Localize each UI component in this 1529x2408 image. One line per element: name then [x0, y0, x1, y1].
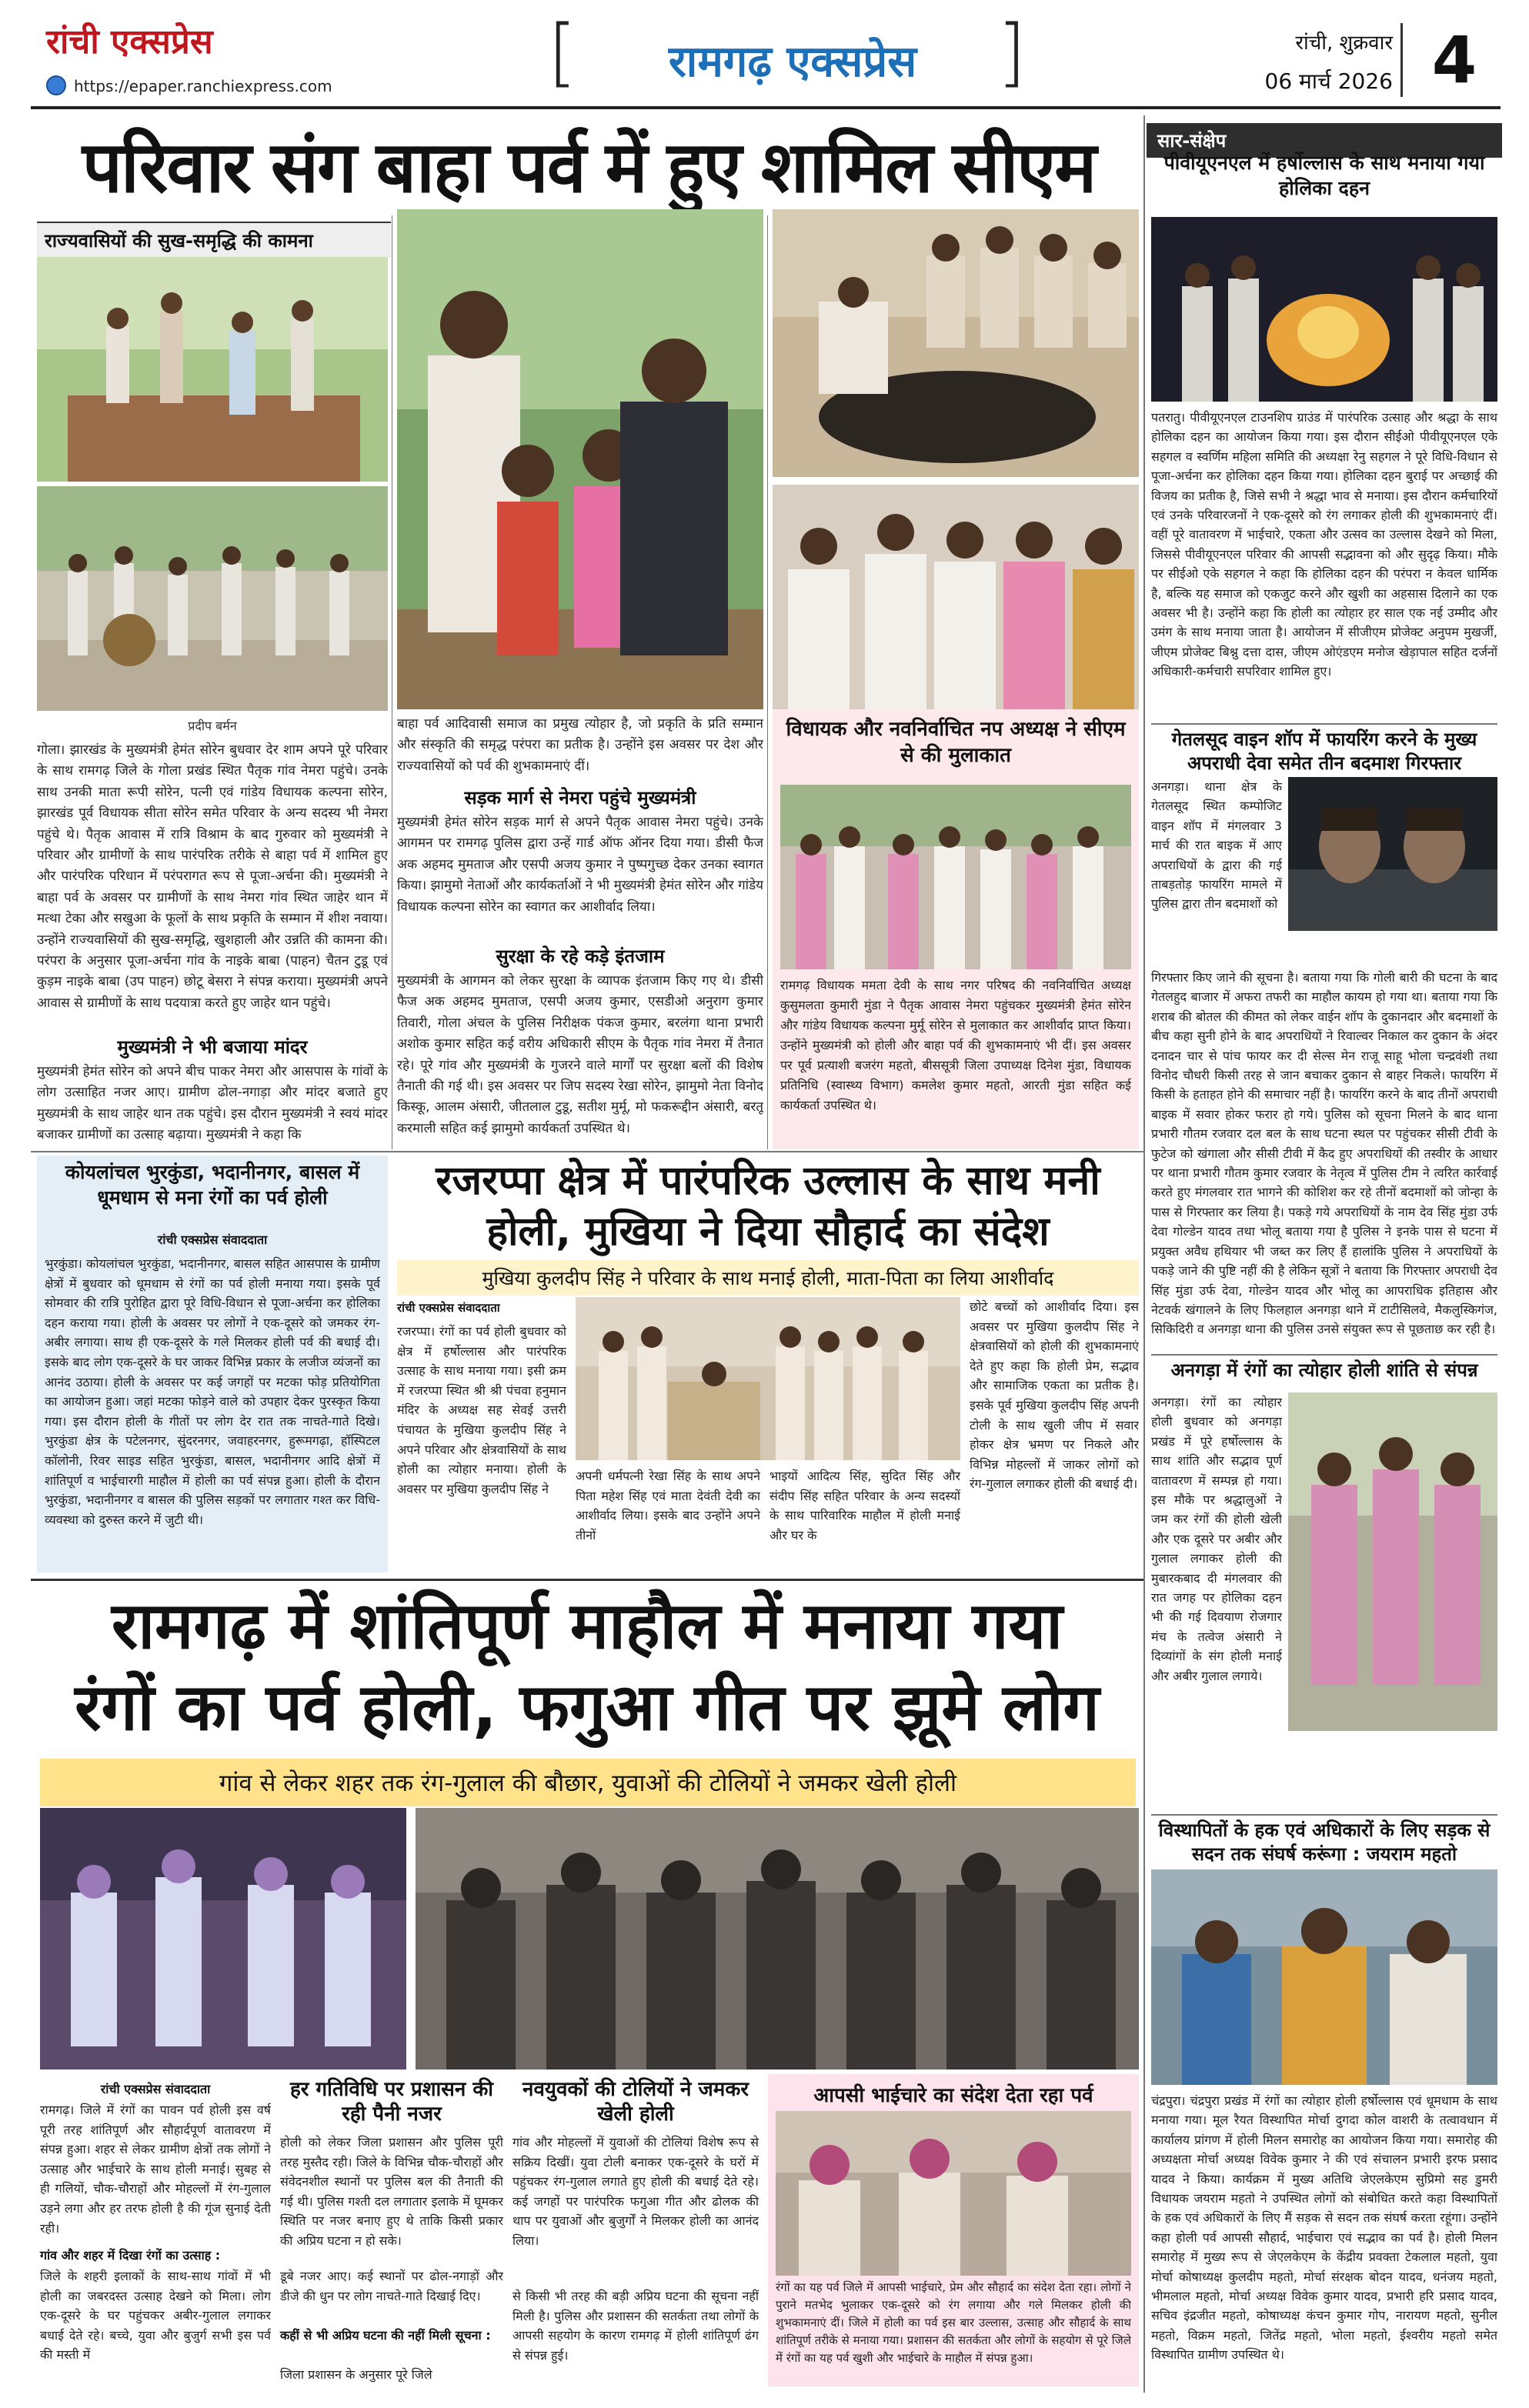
section-rule [31, 1579, 1143, 1581]
photo-mukhiya-family [576, 1297, 960, 1460]
sidebar-rule-2 [1151, 1354, 1497, 1356]
lead-subhead-security: सुरक्षा के रहे कड़े इंतजाम [496, 946, 665, 967]
ramgarh-col-3-head: नवयुवकों की टोलियों ने जमकर खेली होली [522, 2078, 749, 2126]
mla-box-body: रामगढ़ विधायक ममता देवी के साथ नगर परिषद की नवनिर्वाचित अध्यक्ष कुसुमलता कुमारी मुंडा ने पैतृक आवास नेमरा पहुंचकर मुख्यमंत्री हेमंत सोरेन और गांडेय विधायक कल्पना मुर्मू सोरेन से मुलाकात कर आशीर्वाद प्राप्त किया। उन्होंने मुख्यमंत्री को होली और बाहा पर्व की शुभकामनाएं भी दीं। इस अवसर पर पूर्व प्रत्याशी बजरंग महतो, बीससूत्री जिला उपाध्यक्ष दिनेश मुंडा, विधायक प्रतिनिधि (स्वास्थ्य विभाग) कमलेश कुमार महतो, आरती मुंडा सहित कई कार्यकर्ता उपस्थित थे। [780, 978, 1131, 1112]
page-divider [1400, 23, 1403, 97]
photo-angara-holi [1288, 1392, 1497, 1731]
rajrappa-strap: मुखिया कुलदीप सिंह ने परिवार के साथ मनाई होली, माता-पिता का लिया आशीर्वाद [397, 1260, 1139, 1296]
sidebar-story-3-body: अनगड़ा। रंगों का त्योहार होली बुधवार को अनगड़ा प्रखंड में पूरे हर्षोल्लास के साथ शांति और सद्भाव पूर्ण वातावरण में सम्पन्न हो गया। इस मौके पर श्रद्धालुओं ने जम कर रंगों की होली खेली और एक दूसरे पर अबीर और गुलाल लगाकर होली की मुबारकबाद दी मंगलवार की रात जगह पर होलिका दहन भी की गई दिवयाण रोजगार मंच के तत्वेज अंसारी ने दिव्यांगों के संग होली मनाई और अबीर गुलाल लगाये। [1151, 1395, 1282, 1683]
place-day: रांची, शुक्रवार [1295, 32, 1393, 55]
column-rule-2 [767, 215, 768, 1149]
rajrappa-col-4: छोटे बच्चों को आशीर्वाद दिया। इस अवसर पर मुखिया कुलदीप सिंह ने क्षेत्रवासियों को होली की शुभकामनाएं देते हुए कहा कि होली प्रेम, सद्भाव और सामाजिक एकता का प्रतीक है। इसके पूर्व मुखिया कुलदीप सिंह अपनी टोली के साथ खुली जीप में सवार होकर क्षेत्र भ्रमण पर निकले और विभिन्न मोहल्लों में जाकर लोगों को रंग-गुलाल लगाकर होली की बधाई दी। [970, 1299, 1139, 1492]
sidebar-band: सार-संक्षेप [1147, 123, 1502, 158]
photo-mla-meeting-1 [773, 209, 1139, 477]
lead-headline: परिवार संग बाहा पर्व में हुए शामिल सीएम [82, 126, 1096, 208]
sidebar-story-3-headline: अनगड़ा में रंगों का त्योहार होली शांति से संपन्न [1170, 1359, 1478, 1381]
rajrappa-headline: रजरप्पा क्षेत्र में पारंपरिक उल्लास के साथ मनी होली, मुखिया ने दिया सौहार्द का संदेश [436, 1158, 1100, 1255]
photo-jairam-mahto [1151, 1869, 1497, 2085]
photo-mla-meeting-2 [773, 485, 1139, 709]
edition-date: 06 मार्च 2026 [1264, 68, 1393, 94]
masthead-rule [31, 106, 1501, 109]
photo-holika-dahan [1151, 217, 1497, 402]
left-bracket: [ [548, 9, 577, 95]
ramgarh-col-4: रंगों का यह पर्व जिले में आपसी भाईचारे, प्रेम और सौहार्द का संदेश देता रहा। लोगों ने पुराने मतभेद भुलाकर एक-दूसरे को रंग लगाया और गले मिलकर होली की शुभकामनाएं दीं। जिले में होली का पर्व इस बार उल्लास, उत्साह और सौहार्द के साथ शांतिपूर्ण तरीके से मनाया गया। प्रशासन की सतर्कता और लोगों के सहयोग से पूरे जिले में रंगों का यह पर्व खुशी और भाईचारे के माहौल में संपन्न हुआ। [776, 2280, 1131, 2365]
ramgarh-col-2: होली को लेकर जिला प्रशासन और पुलिस पूरी तरह मुस्तैद रही। जिले के विभिन्न चौक-चौराहों और संवेदनशील स्थानों पर पुलिस बल की तैनाती की गई थी। पुलिस गश्ती दल लगातार इलाके में घूमकर स्थिति पर नजर बनाए हुए थे ताकि किसी प्रकार की अप्रिय घटना न हो सके। [280, 2135, 503, 2248]
koyla-body: भुरकुंडा। कोयलांचल भुरकुंडा, भदानीनगर, बासल सहित आसपास के ग्रामीण क्षेत्रों में बुधवार को धूमधाम से रंगों का पर्व होली मनाया गया। इसके पूर्व सोमवार की रात्रि पुरोहित द्वारा पूरे विधि-विधान से पूजा-अर्चना कर होलिका दहन कराया गया। होली के अवसर पर लोगों ने एक-दूसरे को जमकर रंग-अबीर लगाया। साथ ही एक-दूसरे के गले मिलकर होली पर्व की बधाई दी। इसके बाद लोग एक-दूसरे के घर जाकर विभिन्न प्रकार के लजीज व्यंजनों का आनंद उठाया। होली के अवसर पर कई जगहों पर मटका फोड़ प्रतियोगिता का आयोजन हुआ। जहां मटका फोड़ने वाले को उपहार देकर पुरस्कृत किया गया। इस दौरान होली के गीतों पर लोग देर रात तक नाचते-गाते दिखे। भुरकुंडा क्षेत्र के पटेलनगर, सुंदरनगर, जवाहरनगर, हुरूमगढ़ा, हॉस्पिटल कॉलोनी, रिवर साइड सहित भुरकुंडा, बासल, भदानीनगर आदि क्षेत्रों में शांतिपूर्ण व भाईचारगी माहौल में होली का पर्व संपन्न हुआ। होली के दौरान भुरकुंडा, भदानीनगर व बासल की पुलिस सड़कों पर लगातार गश्त कर विधि-व्यवस्था को दुरुस्त करने में जुटी थी। [45, 1256, 380, 1527]
sidebar-story-2-body-1: अनगड़ा। थाना क्षेत्र के गेतलसूद स्थित कम्पोजिट वाइन शॉप में मंगलवार 3 मार्च की रात बाइक में आए अपराधियों के द्वारा की गई ताबड़तोड़ फायरिंग मामले में पुलिस द्वारा तीन बदमाशों को [1151, 779, 1282, 912]
sidebar-story-1-body: पतरातु। पीवीयूएनएल टाउनशिप ग्राउंड में पारंपरिक उत्साह और श्रद्धा के साथ होलिका दहन का आयोजन किया गया। इस दौरान सीईओ पीवीयूएनएल एके सहगल व स्वर्णिम महिला समिति की अध्यक्षा रेनु सहगल ने पूरे विधि-विधान से पूजा-अर्चना कर होलिका दहन किया गया। होलिका दहन बुराई पर अच्छाई की विजय का प्रतीक है, जिसे सभी ने श्रद्धा भाव से मनाया। इस दौरान कर्मचारियों एवं उनके परिवारजनों ने एक-दूसरे को रंग लगाकर होली की शुभकामनाएं दीं। वहीं पूरे वातावरण में भाईचारे, एकता और उत्सव का उल्लास देखने को मिला, जिससे पीवीयूएनएल परिवार की आपसी सद्भावना को और सुदृढ़ किया। मौके पर सीईओ एके सहगल ने कहा कि होलिका दहन की परंपरा न केवल धार्मिक है, बल्कि यह समाज को एकजुट करने और खुशी का अहसास दिलाने का एक अवसर भी है। उन्होंने कहा कि होली का त्योहार हर साल एक नई उम्मीद और उमंग के साथ मनाया जाता है। आयोजन में सीजीएम प्रोजेक्ट अनुपम मुखर्जी, जीएम प्रोजेक्ट बिश्नु दत्ता दास, जीएम ओएंडएम मनोज खेड़ापाल सहित दर्जनों अधिकारी-कर्मचारी सपरिवार शामिल हुए। [1151, 410, 1497, 679]
mla-box-headline: विधायक और नवनिर्वाचित नप अध्यक्ष ने सीएम से की मुलाकात [786, 718, 1126, 767]
lead-strap: राज्यवासियों की सुख-समृद्धि की कामना [37, 222, 391, 258]
ramgarh-headline-line-2: रंगों का पर्व होली, फगुआ गीत पर झूमे लोग [75, 1669, 1100, 1745]
koyla-byline: रांची एक्सप्रेस संवाददाता [157, 1232, 268, 1247]
ramgarh-col-2b: डूबे नजर आए। कई स्थानों पर ढोल-नगाड़ों और डीजे की धुन पर लोग नाचते-गाते दिखाई दिए। [280, 2269, 503, 2303]
sidebar-story-2-headline: गेतलसूद वाइन शॉप में फायरिंग करने के मुख्य अपराधी देवा समेत तीन बदमाश गिरफ्तार [1171, 729, 1477, 775]
lead-body-1: गोला। झारखंड के मुख्यमंत्री हेमंत सोरेन बुधवार देर शाम अपने पूरे परिवार के साथ रामगढ़ जिले के गोला प्रखंड स्थित पैतृक गांव नेमरा पहुंचे। उनके साथ उनकी माता रूपी सोरेन, पत्नी एवं गांडेय विधायक कल्पना सोरेन, झारखंड पूर्व विधायक सीता सोरेन समेत परिवार के अन्य सदस्य भी नेमरा पहुंचे थे। पैतृक आवास में रात्रि विश्राम के बाद गुरुवार को मुख्यमंत्री ने परिवार और ग्रामीणों के साथ पारंपरिक तरीके से बाहा पर्व में शामिल हुए और पारंपरिक परिधान में परंपरागत रूप से पूजा-अर्चना की। मुख्यमंत्री ने बाहा पर्व के अवसर पर ग्रामीणों के साथ नेमरा गांव स्थित जाहेर थान में मत्था टेका और सखुआ के फूलों के साथ प्रकृति के सम्मान में शीश नवाया। उन्होंने राज्यवासियों की सुख-समृद्धि, खुशहाली और उन्नति की कामना की। परंपरा के अनुसार पूजा-अर्चना गांव के नाइके बाबा (पाहन) चैतन टुडू एवं कुड़म नाइके बाबा (उप पाहन) छोटू बेसरा ने संपन्न कराया। मुख्यमंत्री अपने आवास से ग्रामीणों के साथ पदयात्रा करते हुए जाहेर थान पहुंचे। [37, 742, 388, 1011]
ramgarh-col-2-subhead: कहीं से भी अप्रिय घटना की नहीं मिली सूचना : [280, 2328, 491, 2343]
rajrappa-col-1: रजरप्पा। रंगों का पर्व होली बुधवार को क्षेत्र में हर्षोल्लास और पारंपरिक उत्साह के साथ मनाया गया। इसी क्रम में रजरप्पा स्थित श्री श्री पंचवा हनुमान मंदिर के अध्यक्ष सह सेवई उत्तरी पंचायत के मुखिया कुलदीप सिंह ने अपने परिवार और क्षेत्रवासियों के साथ होली का त्योहार मनाया। होली के अवसर पर मुखिया कुलदीप सिंह ने [397, 1324, 566, 1496]
lead-body-5: मुख्यमंत्री के आगमन को लेकर सुरक्षा के व्यापक इंतजाम किए गए थे। डीसी फैज अक अहमद मुमताज, एसपी अजय कुमार, एसडीओ अनुराग कुमार तिवारी, गोला अंचल के पुलिस निरीक्षक पंकज कुमार, बरलंगा थाना प्रभारी अशोक कुमार सहित कई वरीय अधिकारी सीएम के पैतृक गांव नेमरा में तैनात रहे। पूरे गांव और मुख्यमंत्री के गुजरने वाले मार्गों पर सुरक्षा बलों की विशेष तैनाती की गई थी। इस अवसर पर जिप सदस्य रेखा सोरेन, झामुमो नेता विनोद किस्कू, आलम अंसारी, जीतलाल टुडू, सतीश मुर्मू, मो फकरूद्दीन अंसारी, बरतू करमाली सहित कई झामुमो कार्यकर्ता उपस्थित थे। [397, 973, 763, 1136]
sidebar-rule-3 [1151, 1814, 1497, 1816]
ramgarh-byline: रांची एक्सप्रेस संवाददाता [100, 2082, 211, 2096]
sidebar-rule-1 [1151, 723, 1497, 725]
ramgarh-col-1b: जिले के शहरी इलाकों के साथ-साथ गांवों में भी होली का जबरदस्त उत्साह देखने को मिला। लोग एक-दूसरे के घर पहुंचकर अबीर-गुलाल लगाकर बधाई देते रहे। बच्चे, युवा और बुजुर्ग सभी इस पर्व की मस्ती में [40, 2269, 271, 2363]
rajrappa-col-2: अपनी धर्मपत्नी रेखा सिंह के साथ अपने पिता महेश सिंह एवं माता देवंती देवी का आशीर्वाद लिया। इसके बाद उन्होंने अपने तीनों [576, 1469, 760, 1543]
ramgarh-headline-line-1: रामगढ़ में शांतिपूर्ण माहौल में मनाया गया [112, 1588, 1063, 1663]
ramgarh-col-2-head: हर गतिविधि पर प्रशासन की रही पैनी नजर [289, 2078, 494, 2126]
rajrappa-col-3: भाइयों आदित्य सिंह, सुदित सिंह और संदीप सिंह सहित परिवार के अन्य सदस्यों के साथ पारिवारिक माहौल में होली मनाई और घर के [770, 1469, 960, 1543]
page-number: 4 [1431, 22, 1477, 98]
koyla-headline: कोयलांचल भुरकुंडा, भदानीनगर, बासल में धूमधाम से मना रंगों का पर्व होली [65, 1161, 360, 1209]
ramgarh-col-1: रामगढ़। जिले में रंगों का पावन पर्व होली इस वर्ष पूरी तरह शांतिपूर्ण और सौहार्दपूर्ण वातावरण में संपन्न हुआ। शहर से लेकर ग्रामीण क्षेत्रों तक लोगों ने उत्साह और भाईचारे के साथ होली मनाई। सुबह से ही गलियों, चौक-चौराहों और मोहल्लों में रंग-गुलाल उड़ने लगा और हर तरफ होली है की गूंज सुनाई देती रही। [40, 2103, 271, 2236]
section-title: रामगढ़ एक्सप्रेस [668, 36, 917, 87]
ramgarh-col-2c: जिला प्रशासन के अनुसार पूरे जिले [280, 2367, 432, 2382]
photo-credit: प्रदीप बर्मन [188, 719, 237, 733]
lead-body-3: बाहा पर्व आदिवासी समाज का प्रमुख त्योहार है, जो प्रकृति के प्रति सम्मान और संस्कृति की समृद्ध परंपरा का प्रतीक है। उन्होंने इस अवसर पर देश और राज्यवासियों को पर्व की शुभकामनाएं दीं। [397, 716, 763, 774]
sidebar-story-2-body-2: गिरफ्तार किए जाने की सूचना है। बताया गया कि गोली बारी की घटना के बाद गेतलहुद बाजार में अफरा तफरी का माहौल कायम हो गया था। बताया गया कि शराब की बोतल की कीमत को लेकर वाईन शॉप के दुकानदार और बदमाशों के बीच कहा सुनी होने के बाद अपराधियों ने रिवाल्वर निकाल कर दुकान के अंदर दनादन चार से पांच फायर कर दी सेल्स मेन राजू साहू भोला चन्द्रवंशी तथा विनोद चौधरी किसी तरह से जान बचाकर दुकान से बाहर निकले। फायरिंग में किसी के हताहत होने की समाचार नहीं है। फायरिंग करने के बाद तीनों अपराधी बाइक में सवार होकर फरार हो गये। पुलिस को सूचना मिलने के बाद थाना प्रभारी गौतम रजवार दल बल के साथ घटना स्थल पर पहुंचकर सीसी टीवी के फुटेज को खंगाला और सीसी टीवी में कैद हुए अपराधियों की तस्वीर के आधार पर थाना प्रभारी गौतम कुमार रजवार के नेतृत्व में पुलिस टीम ने त्वरित कार्रवाई करते हुए मंगलवार रात भागने की कोशिश कर रहे तीनों बदमाशों को जोन्हा के पास से गिरफ्तार कर लिया है। पकड़े गये अपराधियों के नाम देव सिंह मुंडा उर्फ देवा गोल्डेन यादव तथा भोलू बताया गया है पुलिस ने इनके पास से घटना में प्रयुक्त अवैध हथियार भी जब्त कर लिए हैं हालांकि पुलिस ने अपराधियों के पकड़े जाने की पुष्टि नहीं की है लेकिन सूत्रों ने बताया कि गिरफ्तार अपराधी देव सिंह मुंडा उर्फ देवा, गोल्डेन यादव और भोलू का आपराधिक इतिहास और नेटवर्क खंगालने के लिए फिलहाल अनगड़ा थाने में टाटीसिलवे, मैकलुस्किगंज, सिकिदिरी व अनगड़ा थाना की पुलिस उनसे संयुक्त रूप से पूछताछ कर रही है। [1151, 970, 1497, 1337]
right-bracket: ] [997, 9, 1027, 95]
lead-body-4: मुख्यमंत्री हेमंत सोरेन सड़क मार्ग से अपने पैतृक आवास नेमरा पहुंचे। उनके आगमन पर रामगढ़ पुलिस द्वारा उन्हें गार्ड ऑफ ऑनर दिया गया। डीसी फैज अक अहमद मुमताज और एसपी अजय कुमार ने पुष्पगुच्छ देकर उनका स्वागत किया। झामुमो नेताओं और कार्यकर्ताओं ने भी मुख्यमंत्री हेमंत सोरेन और गांडेय विधायक कल्पना सोरेन का स्वागत कर आशीर्वाद लिया। [397, 815, 763, 915]
photo-arrested-accused [1288, 777, 1497, 931]
ramgarh-col-3: गांव और मोहल्लों में युवाओं की टोलियां विशेष रूप से सक्रिय दिखीं। युवा टोली बनाकर एक-दूसरे के घरों में पहुंचकर रंग-गुलाल लगाते हुए होली की बधाई देते रहे। कई जगहों पर पारंपरिक फगुआ गीत और ढोलक की थाप पर युवाओं और बुजुर्गों ने मिलकर होली का आनंद लिया। [512, 2135, 759, 2248]
lead-subhead-madar: मुख्यमंत्री ने भी बजाया मांदर [117, 1036, 308, 1058]
ramgarh-col-3b: से किसी भी तरह की बड़ी अप्रिय घटना की सूचना नहीं मिली है। पुलिस और प्रशासन की सतर्कता तथा लोगों के आपसी सहयोग के कारण रामगढ़ में होली शांतिपूर्ण ढंग से संपन्न हुई। [512, 2289, 759, 2363]
lead-body-2: मुख्यमंत्री हेमंत सोरेन को अपने बीच पाकर नेमरा और आसपास के गांवों के लोग उत्साहित नजर आए। ग्रामीण ढोल-नगाड़ा और मांदर बजाते हुए मुख्यमंत्री के साथ जाहेर थान तक पहुंचे। इस दौरान मुख्यमंत्री ने स्वयं मांदर बजाकर ग्रामीणों का उत्साह बढ़ाया। मुख्यमंत्री ने कहा कि [37, 1064, 388, 1143]
photo-holi-dance [40, 1808, 406, 2069]
sidebar-story-1-headline: पीवीयूएनएल में हर्षोल्लास के साथ मनाया गया होलिका दहन [1163, 152, 1485, 199]
newspaper-logo: रांची एक्सप्रेस [46, 22, 213, 62]
epaper-url[interactable]: https://epaper.ranchiexpress.com [74, 77, 332, 95]
globe-icon [46, 75, 66, 95]
lead-bottom-rule [31, 1151, 1143, 1152]
photo-cm-family [397, 209, 763, 709]
rajrappa-byline: रांची एक्सप्रेस संवाददाता [397, 1301, 500, 1315]
sidebar-story-4-headline: विस्थापितों के हक एवं अधिकारों के लिए सड़क से सदन तक संघर्ष करूंगा : जयराम महतो [1158, 1819, 1491, 1866]
photo-holi-youth [416, 1808, 1139, 2069]
ramgarh-col-1-subhead: गांव और शहर में दिखा रंगों का उत्साह : [40, 2248, 221, 2263]
photo-cm-worship [37, 257, 388, 482]
sidebar-story-4-body: चंद्रपुरा। चंद्रपुरा प्रखंड में रंगों का त्योहार होली हर्षोल्लास एवं धूमधाम के साथ मनाया गया। मूल रैयत विस्थापित मोर्चा दुगदा कोल वाशरी के तत्वावधान में कार्यालय प्रांगण में होली मिलन समारोह का आयोजन किया गया। समारोह की अध्यक्षता मोर्चा अध्यक्ष विवेक कुमार ने की एवं संचालन प्रभारी इरफ प्रसाद यादव ने किया। कार्यक्रम में मुख्य अतिथि जेएलकेएम सुप्रिमो सह डुमरी विधायक जयराम महतो ने उपस्थित लोगों को संबोधित करते कहा विस्थापितों के हक एवं अधिकारों के लिए मैं सड़क से सदन तक संघर्ष करता रहूंगा। उन्होंने कहा होली पर्व आपसी सौहार्द, भाईचारा एवं सद्भाव का पर्व है। होली मिलन समारोह में मुख्य रूप से जेएलकेएम के केंद्रीय प्रवक्ता टेकलाल महतो, युवा मोर्चा कोषाध्यक्ष कुलदीप महतो, मोर्चा संरक्षक बोदन यादव, धनंजय महतो, भीमलाल महतो, मोर्चा अध्यक्ष विवेक कुमार यादव, प्रभारी हरि प्रसाद यादव, सचिव इंद्रजीत महतो, कोषाध्यक्ष कंचन कुमार गोप, नारायण महतो, सुनील महतो, विक्रम महतो, जितेंद्र महतो, भोला महतो, ईश्वरीय महतो समेत विस्थापित ग्रामीण उपस्थित थे। [1151, 2093, 1497, 2363]
ramgarh-strap: गांव से लेकर शहर तक रंग-गुलाल की बौछार, युवाओं की टोलियों ने जमकर खेली होली [40, 1759, 1136, 1806]
sidebar-divider [1143, 115, 1145, 2393]
photo-cm-procession [37, 486, 388, 711]
lead-subhead-road: सड़क मार्ग से नेमरा पहुंचे मुख्यमंत्री [464, 787, 696, 809]
ramgarh-col-4-head: आपसी भाईचारे का संदेश देता रहा पर्व [813, 2084, 1093, 2107]
photo-mla-group [780, 785, 1131, 969]
photo-holi-brotherhood [776, 2111, 1131, 2276]
